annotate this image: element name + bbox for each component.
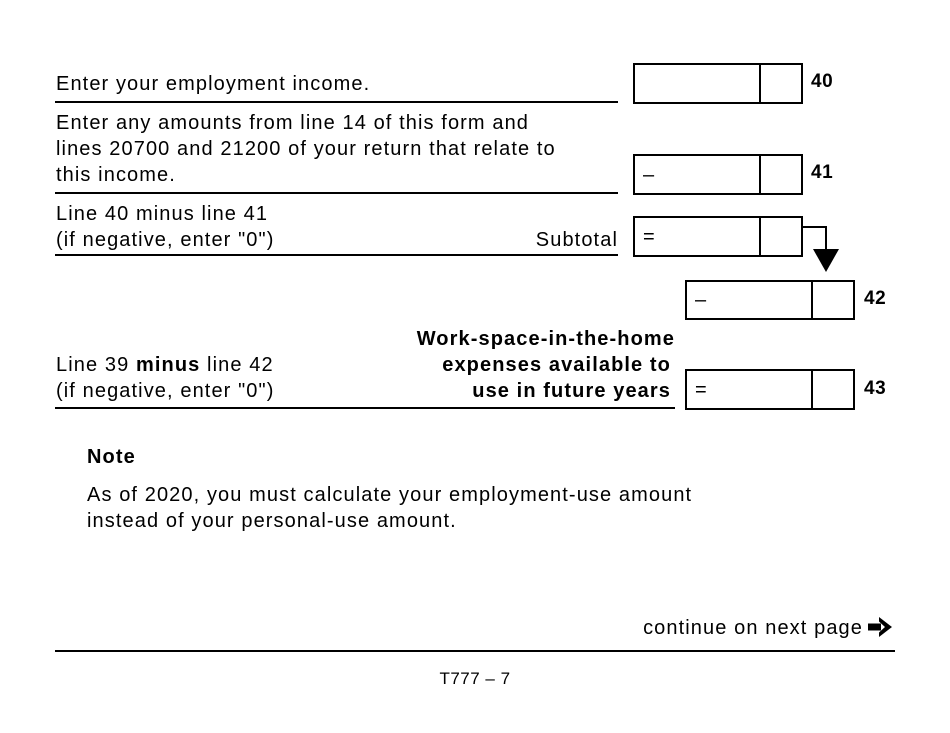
subtotal-label-1: Line 40 minus line 41 — [56, 203, 269, 225]
line-42-number: 42 — [864, 288, 887, 309]
page-number: T777 – 7 — [439, 669, 511, 688]
line-43-sign: = — [695, 378, 708, 401]
line-42-amount-field[interactable] — [685, 280, 855, 320]
subtotal-sign: = — [643, 225, 656, 248]
arrow-right-icon — [867, 616, 893, 638]
line-43-label-bold: minus — [135, 354, 201, 376]
line-43-label-2: (if negative, enter "0") — [56, 380, 275, 402]
note-heading: Note — [87, 446, 136, 468]
line-42-sign: – — [695, 289, 708, 311]
line-40-amount-field[interactable] — [633, 63, 803, 104]
line-43-label-part2: line 42 — [200, 354, 274, 376]
line-43-caption-1: Work-space-in-the-home — [416, 328, 675, 350]
line-42-cents-divider — [811, 282, 813, 318]
line-43-caption-2: expenses available to — [442, 354, 671, 376]
line-40-number: 40 — [811, 71, 834, 92]
subtotal-rule — [55, 254, 618, 256]
note-text-1: As of 2020, you must calculate your employment-use amount — [87, 484, 693, 506]
line-43-cents-divider — [811, 371, 813, 408]
line-40-rule — [55, 101, 618, 103]
line-41-label-3: this income. — [56, 164, 176, 186]
line-41-cents-divider — [759, 156, 761, 193]
subtotal-cents-divider — [759, 218, 761, 255]
line-41-rule — [55, 192, 618, 194]
continue-text: continue on next page — [643, 617, 863, 639]
line-43-caption-3: use in future years — [472, 380, 671, 402]
arrow-down-icon — [800, 222, 850, 274]
line-41-label-1: Enter any amounts from line 14 of this form and — [56, 112, 530, 134]
line-43-label-1 — [56, 352, 274, 378]
footer-rule — [55, 650, 895, 652]
line-41-amount-field[interactable] — [633, 154, 803, 195]
line-41-label-2: lines 20700 and 21200 of your return that relate to — [56, 138, 556, 160]
line-40-label: Enter your employment income. — [56, 73, 371, 95]
line-43-rule — [55, 407, 675, 409]
subtotal-amount-field[interactable] — [633, 216, 803, 257]
line-43-label-part1: Line 39 — [56, 354, 136, 376]
line-43-amount-field[interactable] — [685, 369, 855, 410]
subtotal-caption: Subtotal — [535, 229, 618, 251]
note-text-2: instead of your personal-use amount. — [87, 510, 457, 532]
line-40-cents-divider — [759, 65, 761, 102]
line-43-number: 43 — [864, 378, 887, 399]
continue-next-page — [560, 615, 893, 641]
line-41-sign: – — [643, 163, 656, 186]
line-41-number: 41 — [811, 162, 834, 183]
subtotal-label-2: (if negative, enter "0") — [56, 229, 275, 251]
